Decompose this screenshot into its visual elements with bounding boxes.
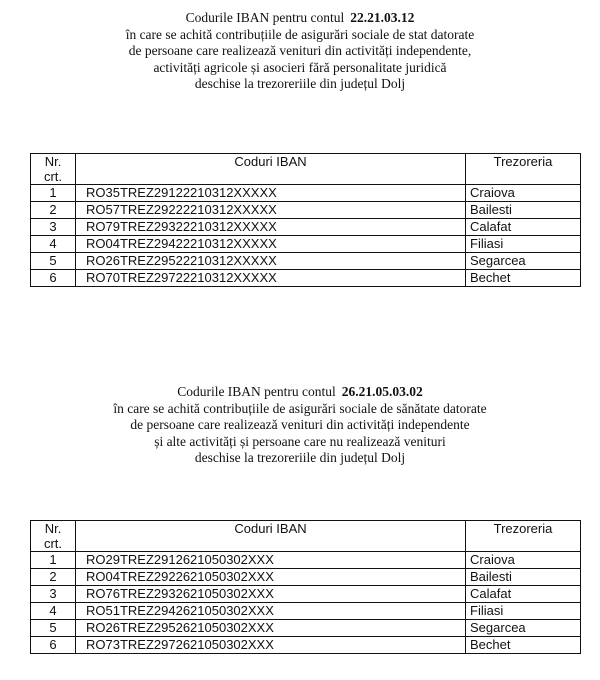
- row-nr: 1: [31, 552, 76, 569]
- heading-line: deschise la trezoreriile din județul Dolj: [194, 450, 406, 465]
- row-treasury: Filiasi: [466, 236, 581, 253]
- row-nr: 3: [31, 219, 76, 236]
- table-header-row: [31, 154, 581, 185]
- section-heading: [0, 384, 600, 467]
- row-iban: RO73TREZ2972621050302XXX: [76, 637, 466, 654]
- row-nr: 2: [31, 569, 76, 586]
- header-nr: [31, 521, 76, 552]
- row-iban: RO26TREZ29522210312XXXXX: [76, 253, 466, 270]
- heading-line: în care se achită contribuțiile de asigurări sociale de sănătate datorate: [113, 400, 487, 416]
- table-row: [31, 202, 581, 219]
- row-iban: RO51TREZ2942621050302XXX: [76, 603, 466, 620]
- account-number: 26.21.05.03.02: [341, 384, 423, 399]
- row-treasury: Bechet: [466, 637, 581, 654]
- row-iban: RO57TREZ29222210312XXXXX: [76, 202, 466, 219]
- row-treasury: Filiasi: [466, 603, 581, 620]
- row-treasury: Bailesti: [466, 569, 581, 586]
- heading-line: în care se achită contribuțiile de asigurări sociale de stat datorate: [125, 26, 475, 42]
- row-treasury: Bechet: [466, 270, 581, 287]
- heading-title-line: [0, 10, 600, 27]
- heading-line: deschise la trezoreriile din județul Dolj: [194, 76, 406, 91]
- row-nr: 4: [31, 603, 76, 620]
- row-nr: 4: [31, 236, 76, 253]
- table-row: [31, 253, 581, 270]
- header-code: Coduri IBAN: [76, 521, 466, 552]
- account-number: 22.21.03.12: [350, 10, 415, 25]
- header-nr-line1: Nr.: [44, 521, 62, 536]
- section-heading: [0, 10, 600, 93]
- iban-table: [30, 153, 581, 287]
- table-row: [31, 185, 581, 202]
- table-row: [31, 586, 581, 603]
- heading-prefix: Codurile IBAN pentru contul: [177, 384, 336, 399]
- table-row: [31, 637, 581, 654]
- row-nr: 6: [31, 270, 76, 287]
- heading-prefix: Codurile IBAN pentru contul: [185, 10, 345, 25]
- row-nr: 5: [31, 253, 76, 270]
- table-row: [31, 569, 581, 586]
- table-row: [31, 620, 581, 637]
- row-treasury: Craiova: [466, 185, 581, 202]
- row-treasury: Segarcea: [466, 253, 581, 270]
- row-treasury: Bailesti: [466, 202, 581, 219]
- row-treasury: Calafat: [466, 586, 581, 603]
- iban-table: [30, 520, 581, 654]
- table-header-row: [31, 521, 581, 552]
- heading-line: de persoane care realizează venituri din activități independente: [130, 417, 470, 432]
- header-code: Coduri IBAN: [76, 154, 466, 185]
- heading-line: activități agricole și asocieri fără personalitate juridică: [153, 59, 447, 75]
- heading-line: de persoane care realizează venituri din activități independente,: [128, 43, 472, 58]
- header-treasury: Trezoreria: [466, 154, 581, 185]
- heading-title-line: [0, 384, 600, 401]
- row-iban: RO76TREZ2932621050302XXX: [76, 586, 466, 603]
- row-iban: RO04TREZ2922621050302XXX: [76, 569, 466, 586]
- row-nr: 2: [31, 202, 76, 219]
- heading-line: și alte activități și persoane care nu realizează venituri: [154, 433, 446, 449]
- row-iban: RO29TREZ2912621050302XXX: [76, 552, 466, 569]
- table-row: [31, 603, 581, 620]
- table-row: [31, 219, 581, 236]
- row-iban: RO79TREZ29322210312XXXXX: [76, 219, 466, 236]
- header-nr-line2: crt.: [43, 536, 63, 551]
- table-row: [31, 270, 581, 287]
- table-row: [31, 236, 581, 253]
- row-iban: RO26TREZ2952621050302XXX: [76, 620, 466, 637]
- header-nr-line2: crt.: [43, 169, 63, 184]
- row-iban: RO35TREZ29122210312XXXXX: [76, 185, 466, 202]
- header-nr: [31, 154, 76, 185]
- table-row: [31, 552, 581, 569]
- row-iban: RO04TREZ29422210312XXXXX: [76, 236, 466, 253]
- header-nr-line1: Nr.: [44, 154, 62, 169]
- header-treasury: Trezoreria: [466, 521, 581, 552]
- row-nr: 5: [31, 620, 76, 637]
- row-treasury: Segarcea: [466, 620, 581, 637]
- row-nr: 1: [31, 185, 76, 202]
- row-nr: 3: [31, 586, 76, 603]
- row-treasury: Calafat: [466, 219, 581, 236]
- row-treasury: Craiova: [466, 552, 581, 569]
- row-iban: RO70TREZ29722210312XXXXX: [76, 270, 466, 287]
- row-nr: 6: [31, 637, 76, 654]
